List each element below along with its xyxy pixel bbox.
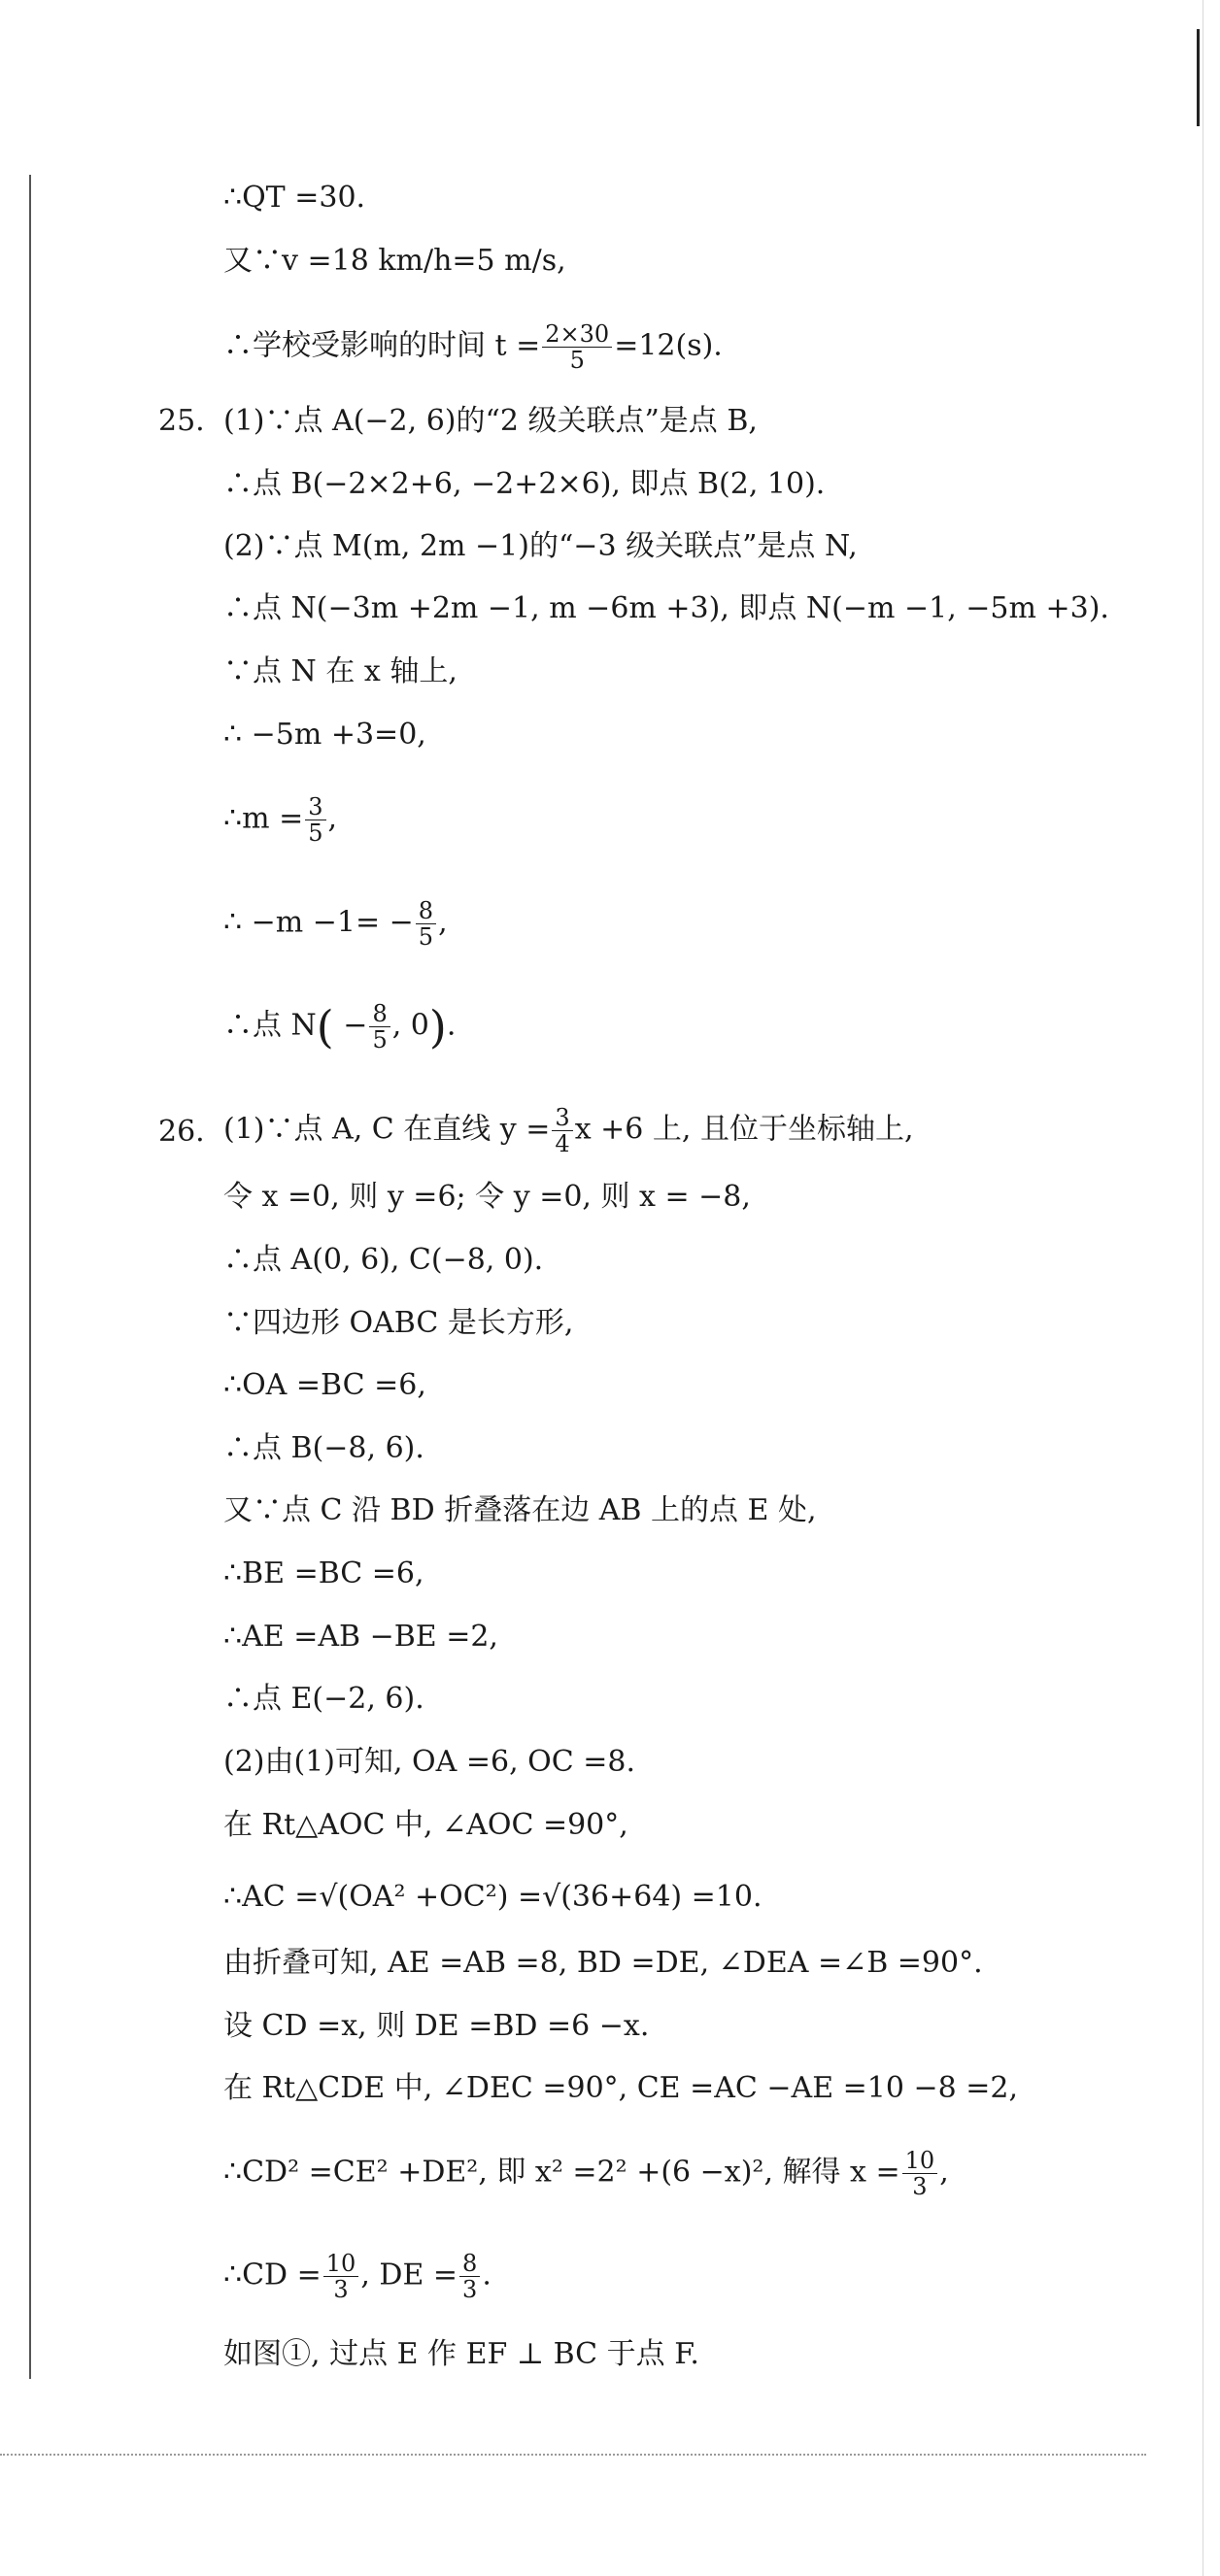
text-line: ∴QT =30. <box>223 181 366 215</box>
text-line: ∴CD = $\frac{10}{3}$ , DE = $\frac{8}{3}$ . <box>223 2250 491 2303</box>
text-line: 在 Rt△CDE 中, ∠DEC =90°, CE =AC −AE =10 −8 =2, <box>223 2071 1019 2105</box>
text-line: 又∵v =18 km/h=5 m/s, <box>223 244 566 278</box>
question-number: 26. <box>158 1115 205 1149</box>
fraction: $\frac{10}{3}$ <box>902 2148 938 2199</box>
fraction: $\frac{8}{3}$ <box>459 2251 480 2302</box>
text-line: ∴m = $\frac{3}{5}$ , <box>223 793 338 847</box>
fraction: $\frac{3}{4}$ <box>552 1105 572 1156</box>
right-edge-mark <box>1197 29 1200 126</box>
fraction: $\frac{10}{3}$ <box>323 2251 359 2302</box>
question-number: 25. <box>158 404 205 438</box>
fraction: $\frac{2\times 30}{5}$ <box>542 321 612 373</box>
left-margin-rule <box>29 175 31 2379</box>
text-line: ∵点 N 在 x 轴上, <box>223 654 458 688</box>
text-line: ∴OA =BC =6, <box>223 1368 426 1402</box>
fraction: $\frac{8}{5}$ <box>369 1001 390 1053</box>
text-line: ∴点 A(0, 6), C(−8, 0). <box>223 1243 544 1277</box>
text-line: ∴点 N( − $\frac{8}{5}$ , 0). <box>223 1000 457 1054</box>
page-bottom-dotted-divider <box>0 2454 1146 2456</box>
text-line: ∴AC =√(OA² +OC²) =√(36+64) =10. <box>223 1880 762 1914</box>
text-line: (2)∵点 M(m, 2m −1)的“−3 级关联点”是点 N, <box>223 529 858 563</box>
text-line: (1)∵点 A, C 在直线 y = $\frac{3}{4}$ x +6 上, 且位于坐标轴上, <box>223 1104 914 1157</box>
text-line: 令 x =0, 则 y =6; 令 y =0, 则 x = −8, <box>223 1180 751 1214</box>
text-line: ∴点 B(−2×2+6, −2+2×6), 即点 B(2, 10). <box>223 467 826 501</box>
text-line: ∴点 B(−8, 6). <box>223 1431 424 1465</box>
fraction: $\frac{8}{5}$ <box>416 898 436 950</box>
text-line: (1)∵点 A(−2, 6)的“2 级关联点”是点 B, <box>223 404 758 438</box>
fraction: $\frac{3}{5}$ <box>305 794 325 846</box>
text-line: ∴ −m −1= − $\frac{8}{5}$ , <box>223 897 448 951</box>
text-line: ∴ −5m +3=0, <box>223 718 426 752</box>
text-line: 在 Rt△AOC 中, ∠AOC =90°, <box>223 1808 628 1842</box>
text-line: ∴AE =AB −BE =2, <box>223 1620 498 1654</box>
text-line: 设 CD =x, 则 DE =BD =6 −x. <box>223 2009 650 2043</box>
text-line: ∴点 E(−2, 6). <box>223 1682 424 1716</box>
text-line: ∴CD² =CE² +DE², 即 x² =2² +(6 −x)², 解得 x = $\frac{10}{3}$ , <box>223 2147 949 2200</box>
text-line: ∴BE =BC =6, <box>223 1556 424 1590</box>
text-line: ∴学校受影响的时间 t = $\frac{2\times 30}{5}$ =12(s). <box>223 320 723 374</box>
text-line: (2)由(1)可知, OA =6, OC =8. <box>223 1745 635 1779</box>
text-line: 如图①, 过点 E 作 EF ⊥ BC 于点 F. <box>223 2337 699 2371</box>
text-line: 又∵点 C 沿 BD 折叠落在边 AB 上的点 E 处, <box>223 1493 817 1527</box>
text-line: ∵四边形 OABC 是长方形, <box>223 1306 574 1340</box>
text-line: ∴点 N(−3m +2m −1, m −6m +3), 即点 N(−m −1, −5m +3). <box>223 591 1109 625</box>
text-line: 由折叠可知, AE =AB =8, BD =DE, ∠DEA =∠B =90°. <box>223 1946 983 1980</box>
